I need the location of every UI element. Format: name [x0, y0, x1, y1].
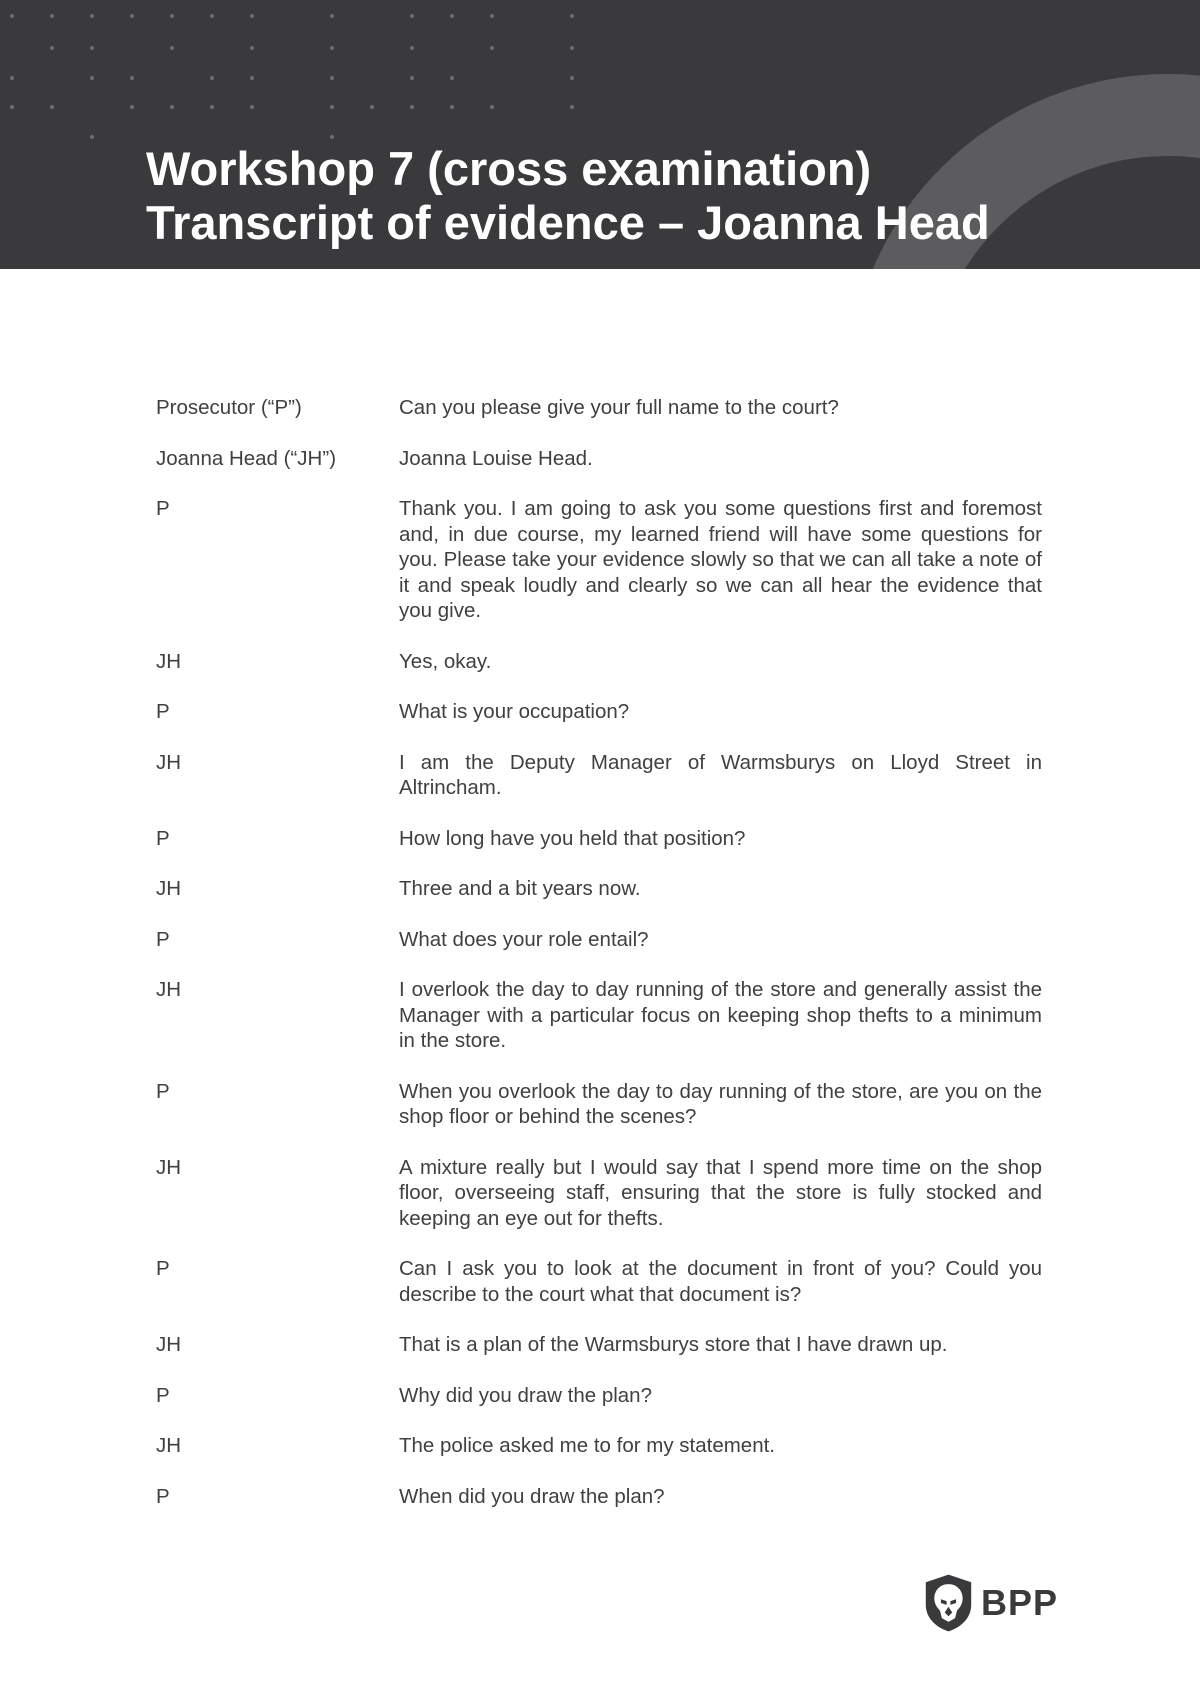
speaker-label: JH [156, 1333, 182, 1356]
speaker-label: JH [156, 750, 182, 774]
transcript-row [156, 826, 1042, 852]
utterance-text: Thank you. I am going to ask you some questions first and foremost and, in due course, my learned friend will have some questions for you. Please take your evidence slowly so that we can all take a note of it and speak loudly and clearly so we can all hear the evidence that you give. [399, 497, 1042, 622]
utterance-text: When you overlook the day to day running of the store, are you on the shop floor or behind the scenes? [399, 1079, 1042, 1128]
page-header [0, 0, 1200, 269]
title-line-2: Transcript of evidence – Joanna Head [146, 196, 990, 249]
transcript-row [156, 1256, 1042, 1307]
dot-pattern [10, 14, 574, 139]
utterance-text: Yes, okay. [399, 649, 492, 673]
transcript-row [156, 1155, 1042, 1232]
utterance-text: Three and a bit years now. [399, 877, 641, 900]
speaker-label: P [156, 1383, 170, 1407]
speaker-label: P [156, 700, 170, 723]
utterance-text: What does your role entail? [399, 927, 649, 951]
transcript-row [156, 649, 1042, 675]
transcript-row [156, 395, 1042, 421]
transcript-row [156, 927, 1042, 953]
utterance-text: When did you draw the plan? [399, 1484, 665, 1508]
utterance-text: That is a plan of the Warmsburys store that I have drawn up. [399, 1333, 948, 1356]
utterance-text: Why did you draw the plan? [399, 1383, 652, 1407]
utterance-text: The police asked me to for my statement. [399, 1434, 775, 1457]
transcript-row [156, 1332, 1042, 1358]
speaker-label: Prosecutor (“P”) [156, 396, 302, 419]
transcript-row [156, 1484, 1042, 1510]
utterance-text: What is your occupation? [399, 700, 630, 723]
speaker-label: P [156, 1257, 170, 1280]
transcript-row [156, 1433, 1042, 1459]
speaker-label: P [156, 927, 170, 951]
speaker-label: JH [156, 1155, 182, 1179]
speaker-label: Joanna Head (“JH”) [156, 446, 337, 470]
transcript-row [156, 750, 1042, 801]
utterance-text: Can I ask you to look at the document in front of you? Could you describe to the court what that document is? [399, 1257, 1042, 1306]
utterance-text: Can you please give your full name to the court? [399, 396, 839, 419]
utterance-text: I overlook the day to day running of the store and generally assist the Manager with a particular focus on keeping shop thefts to a minimum in the store. [399, 978, 1042, 1052]
transcript-row [156, 977, 1042, 1054]
bpp-logo [922, 1568, 1058, 1638]
utterance-text: I am the Deputy Manager of Warmsburys on Lloyd Street in Altrincham. [399, 750, 1042, 799]
title-line-1: Workshop 7 (cross examination) [146, 142, 872, 195]
transcript-row [156, 1079, 1042, 1130]
lion-shield-icon [922, 1571, 975, 1635]
speaker-label: P [156, 1079, 170, 1103]
speaker-label: JH [156, 1434, 182, 1457]
speaker-label: P [156, 1484, 170, 1508]
transcript-row [156, 446, 1042, 472]
speaker-label: JH [156, 978, 182, 1001]
speaker-label: P [156, 826, 170, 850]
speaker-label: P [156, 497, 170, 520]
transcript [156, 395, 1042, 1534]
transcript-row [156, 496, 1042, 624]
page-title [146, 142, 990, 250]
utterance-text: Joanna Louise Head. [399, 446, 593, 470]
utterance-text: How long have you held that position? [399, 826, 746, 850]
transcript-row [156, 876, 1042, 902]
speaker-label: JH [156, 649, 182, 673]
transcript-row [156, 699, 1042, 725]
logo-text: BPP [980, 1582, 1058, 1623]
utterance-text: A mixture really but I would say that I spend more time on the shop floor, overseeing staff, ensuring that the store is fully stocked and keeping an eye out for thefts. [399, 1155, 1042, 1230]
speaker-label: JH [156, 877, 182, 900]
transcript-row [156, 1383, 1042, 1409]
